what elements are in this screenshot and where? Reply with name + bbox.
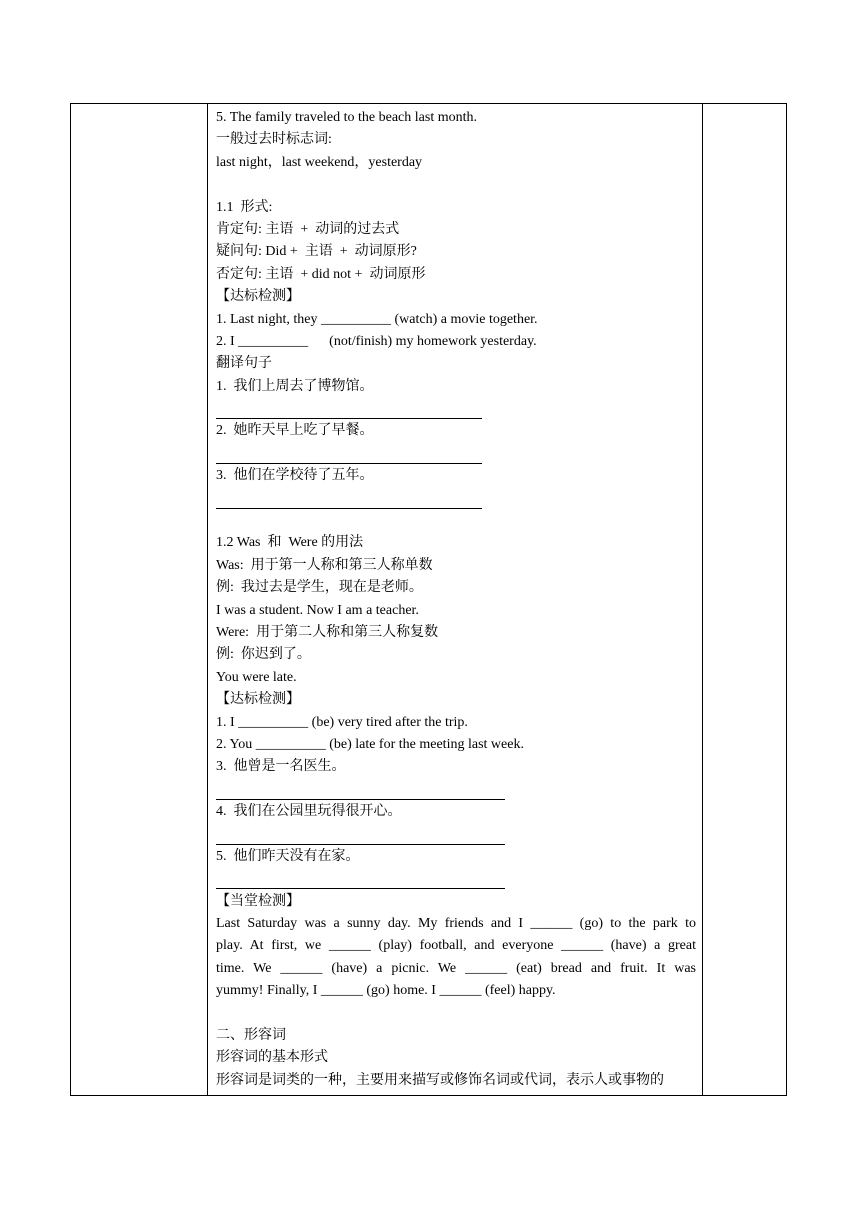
translate-item: 4. 我们在公园里玩得很开心。 bbox=[216, 804, 402, 820]
example-sentence: 5. The family traveled to the beach last month. bbox=[216, 110, 477, 125]
check-title: 【达标检测】 bbox=[216, 692, 300, 708]
translate-title: 翻译句子 bbox=[216, 356, 272, 372]
answer-line bbox=[216, 844, 505, 845]
section-title: 1.2 Was 和 Were 的用法 bbox=[216, 535, 364, 551]
form-title: 1.1 形式: bbox=[216, 199, 273, 215]
example-en: You were late. bbox=[216, 669, 297, 685]
check-title: 【达标检测】 bbox=[216, 289, 300, 305]
main-content bbox=[216, 107, 696, 1092]
answer-line bbox=[216, 463, 482, 464]
passage-line: yummy! Finally, I ______ (go) home. I ______ (feel) happy. bbox=[216, 983, 556, 999]
translate-item: 2. 她昨天早上吃了早餐。 bbox=[216, 423, 374, 439]
translate-item: 3. 他们在学校待了五年。 bbox=[216, 468, 374, 484]
negative-form: 否定句: 主语 + did not + 动词原形 bbox=[216, 266, 426, 282]
rule-text: Were: 用于第二人称和第三人称复数 bbox=[216, 624, 439, 640]
answer-line bbox=[216, 888, 505, 889]
passage-line: Last Saturday was a sunny day. My friends and I ______ (go) to the park to bbox=[216, 916, 696, 932]
right-column bbox=[702, 104, 786, 1095]
adjective-description: 形容词是词类的一种，主要用来描写或修饰名词或代词，表示人或事物的 bbox=[216, 1072, 664, 1088]
exercise-item: 2. I __________ (not/finish) my homework yesterday. bbox=[216, 333, 537, 349]
class-check-title: 【当堂检测】 bbox=[216, 893, 300, 909]
exercise-item: 1. I __________ (be) very tired after the trip. bbox=[216, 714, 468, 730]
translate-item: 3. 他曾是一名医生。 bbox=[216, 759, 346, 775]
marker-words: last night，last weekend，yesterday bbox=[216, 154, 423, 170]
marker-title: 一般过去时标志词: bbox=[216, 132, 332, 148]
passage-line: play. At first, we ______ (play) football, and everyone ______ (have) a great bbox=[216, 938, 696, 954]
left-column bbox=[71, 104, 208, 1095]
question-form: 疑问句: Did + 主语 + 动词原形? bbox=[216, 244, 417, 260]
rule-text: Was: 用于第一人称和第三人称单数 bbox=[216, 557, 433, 573]
adjective-subtitle: 形容词的基本形式 bbox=[216, 1050, 328, 1066]
affirmative-form: 肯定句: 主语 + 动词的过去式 bbox=[216, 221, 400, 237]
adjective-title: 二、形容词 bbox=[216, 1028, 286, 1044]
exercise-item: 2. You __________ (be) late for the meeting last week. bbox=[216, 736, 524, 752]
example-cn: 例: 你迟到了。 bbox=[216, 647, 311, 663]
lesson-table bbox=[70, 103, 787, 1096]
example-en: I was a student. Now I am a teacher. bbox=[216, 602, 419, 618]
passage-line: time. We ______ (have) a picnic. We ______ (eat) bread and fruit. It was bbox=[216, 960, 696, 976]
answer-line bbox=[216, 508, 482, 509]
example-cn: 例: 我过去是学生，现在是老师。 bbox=[216, 580, 423, 596]
answer-line bbox=[216, 418, 482, 419]
translate-item: 1. 我们上周去了博物馆。 bbox=[216, 378, 374, 394]
exercise-item: 1. Last night, they __________ (watch) a movie together. bbox=[216, 311, 538, 327]
translate-item: 5. 他们昨天没有在家。 bbox=[216, 848, 360, 864]
answer-line bbox=[216, 799, 505, 800]
